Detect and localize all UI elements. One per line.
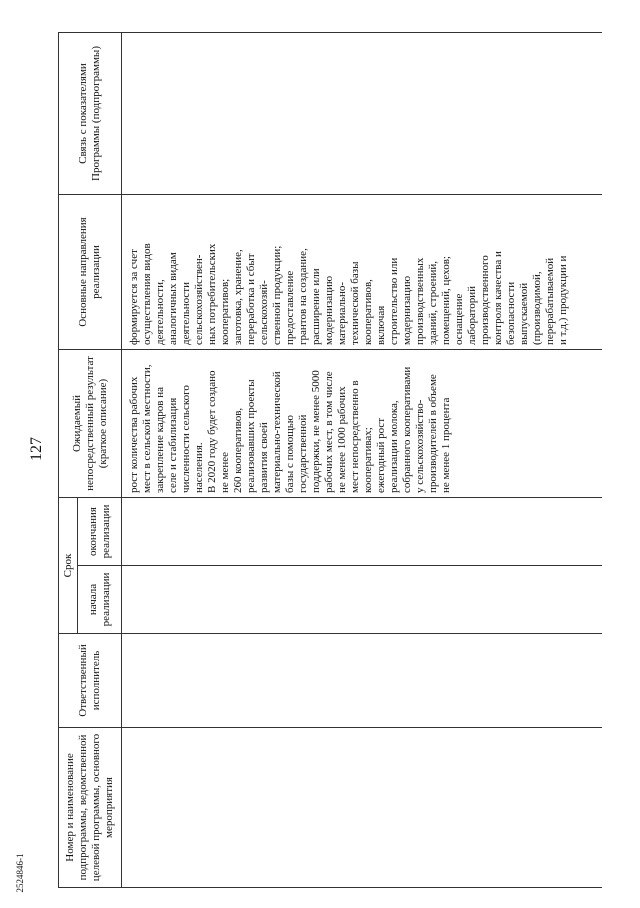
main-directions-line: расширение или: [310, 268, 322, 345]
header-term-start: начала реализации: [78, 566, 122, 634]
expected-result-line: 260 кооперативов,: [232, 407, 244, 493]
main-directions-line: сельскохозяй-: [258, 280, 270, 345]
expected-result-line: государственной: [297, 414, 309, 493]
main-directions-line: аналогичных видам: [167, 252, 179, 345]
expected-result-line: селе и стабилизация: [167, 397, 179, 493]
expected-result-line: населения.: [193, 442, 205, 493]
expected-result-line: реализовавших проекты: [245, 379, 257, 493]
expected-result-line: не менее 1 процента: [440, 397, 452, 493]
page-number: 127: [28, 437, 45, 461]
expected-result-line: собранного кооперативами: [401, 366, 413, 493]
main-directions-line: строительство или: [388, 257, 400, 345]
expected-result-line: ежегодный рост: [375, 417, 387, 493]
header-term-end: окончания реализации: [78, 498, 122, 566]
main-directions-line: переработка и сбыт: [245, 253, 257, 345]
header-responsible-executor: Ответственный исполнитель: [59, 634, 122, 728]
expected-result-text: [128, 354, 453, 493]
expected-result-line: не менее: [219, 451, 231, 493]
header-link-indicators: Связь с показателями Программы (подпрограммы): [59, 33, 122, 195]
main-directions-line: (производимой,: [531, 271, 543, 345]
main-directions-line: грантов на создание,: [297, 248, 309, 345]
main-directions-line: помещений, цехов;: [440, 256, 452, 345]
main-directions-line: предоставление: [284, 270, 296, 345]
main-directions-line: деятельности: [180, 282, 192, 345]
main-directions-line: сельскохозяйствен-: [193, 254, 205, 345]
main-directions-line: выпускаемой: [518, 282, 530, 345]
header-term: Срок: [59, 498, 78, 634]
main-directions-line: модернизацию: [323, 275, 335, 345]
header-expected-result: Ожидаемый непосредственный результат (краткое описание): [59, 350, 122, 498]
main-directions-line: технической базы: [349, 261, 361, 345]
main-directions-line: ственной продукции;: [271, 245, 283, 345]
main-directions-line: ных потребительских: [206, 243, 218, 345]
main-directions-line: осуществления видов: [141, 243, 153, 345]
cell-term-start: [122, 566, 602, 634]
main-directions-line: кооперативов;: [219, 278, 231, 345]
expected-result-line: закрепление кадров на: [154, 387, 166, 493]
cell-responsible-executor: [122, 634, 602, 728]
main-directions-line: оснащение: [453, 293, 465, 345]
main-directions-line: производственных: [414, 257, 426, 345]
header-main-directions: Основные направления реализации: [59, 195, 122, 350]
main-directions-line: производственного: [479, 255, 491, 345]
cell-link-indicators: [122, 33, 602, 195]
header-program-number-name: Номер и наименование подпрограммы, ведомственной целевой программы, основного мероприятия: [59, 728, 122, 888]
cell-term-end: [122, 498, 602, 566]
main-directions-line: кооперативов,: [362, 279, 374, 345]
expected-result-line: В 2020 году будет создано: [206, 370, 218, 493]
document-id: 2524846-1: [15, 853, 25, 893]
main-directions-line: контроля качества и: [492, 251, 504, 345]
expected-result-line: мест непосредственно в: [349, 380, 361, 493]
expected-result-line: рост количества рабочих: [128, 376, 140, 493]
expected-result-line: производителей в объеме: [427, 374, 439, 493]
main-directions-line: зданий, строений,: [427, 260, 439, 345]
main-directions-line: включая: [375, 305, 387, 345]
main-directions-line: лабораторий: [466, 285, 478, 345]
expected-result-line: у сельскохозяйство-: [414, 399, 426, 493]
program-table: [58, 32, 602, 888]
main-directions-line: заготовка, хранение,: [232, 249, 244, 345]
expected-result-line: развития своей: [258, 422, 270, 493]
main-directions-line: безопасности: [505, 281, 517, 345]
cell-expected-result: [122, 350, 602, 498]
main-directions-line: модернизацию: [401, 275, 413, 345]
main-directions-line: деятельности,: [154, 279, 166, 345]
expected-result-line: мест в сельской местности,: [141, 364, 153, 493]
main-directions-line: перерабатываемой: [544, 257, 556, 345]
main-directions-line: материально-: [336, 281, 348, 345]
expected-result-line: кооперативах;: [362, 427, 374, 493]
expected-result-line: материально-технической: [271, 371, 283, 493]
cell-main-directions: [122, 195, 602, 350]
expected-result-line: поддержки, не менее 5000: [310, 370, 322, 493]
expected-result-line: базы с помощью: [284, 415, 296, 493]
main-directions-text: [128, 199, 570, 345]
expected-result-line: рабочих мест, в том числе: [323, 371, 335, 493]
rotated-table-container: [58, 33, 618, 888]
main-directions-line: и т.д.) продукции и: [557, 255, 569, 345]
expected-result-line: численности сельского: [180, 385, 192, 493]
expected-result-line: не менее 1000 рабочих: [336, 386, 348, 493]
main-directions-line: формируется за счет: [128, 249, 140, 345]
expected-result-line: реализации молока,: [388, 400, 400, 493]
cell-program-number-name: [122, 728, 602, 888]
